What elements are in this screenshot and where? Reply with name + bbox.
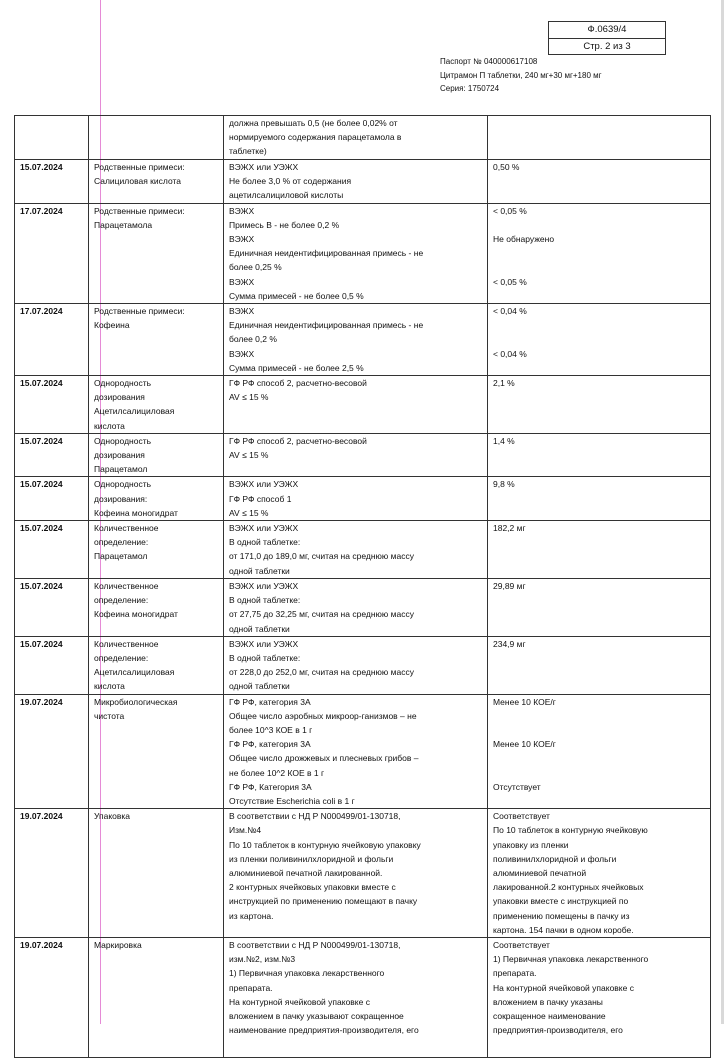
test-results-table [14, 115, 711, 1058]
test-name-cell-text: Родственные примеси: Салициловая кислота [94, 162, 185, 187]
date-cell-text: 15.07.2024 [20, 479, 63, 490]
result-cell-text: 182,2 мг [493, 523, 526, 534]
test-name-cell [89, 521, 224, 579]
specification-cell-text: ГФ РФ способ 2, расчетно-весовой AV ≤ 15 % [229, 435, 367, 461]
date-cell [15, 203, 89, 303]
table-row [15, 376, 711, 434]
test-name-cell-text: Однородность дозирования: Кофеина моногидрат [94, 479, 178, 518]
page-number: Стр. 2 из 3 [583, 41, 631, 52]
result-cell-text: 9,8 % [493, 479, 515, 490]
test-name-cell [89, 694, 224, 809]
date-cell [15, 937, 89, 1057]
date-cell [15, 809, 89, 938]
table-row [15, 203, 711, 303]
table-row [15, 304, 711, 376]
test-name-cell-text: Количественное определение: Кофеина моногидрат [94, 580, 178, 620]
result-cell-text: < 0,04 % < 0,04 % [493, 306, 527, 359]
date-cell-text: 15.07.2024 [20, 435, 63, 446]
table-row [15, 694, 711, 809]
specification-cell [224, 937, 488, 1057]
result-cell [488, 477, 711, 521]
test-name-cell [89, 937, 224, 1057]
test-name-cell-text: Количественное определение: Ацетилсалициловая кислота [94, 638, 175, 692]
test-name-cell-text: Родственные примеси: Парацетамола [94, 205, 185, 230]
batch-number: Серия: 1750724 [440, 84, 500, 93]
test-name-cell [89, 160, 224, 204]
specification-cell [224, 160, 488, 204]
passport-info [440, 55, 602, 96]
table-row [15, 578, 711, 636]
result-cell-text: 2,1 % [493, 378, 515, 389]
specification-cell [224, 809, 488, 938]
table-body [15, 116, 711, 1058]
result-cell [488, 116, 711, 160]
table-row [15, 116, 711, 160]
result-cell [488, 578, 711, 636]
date-cell-text: 19.07.2024 [20, 696, 63, 707]
test-name-cell-text: Микробиологическая чистота [94, 696, 178, 721]
specification-cell [224, 694, 488, 809]
date-cell-text: 15.07.2024 [20, 378, 63, 389]
specification-cell-text: ВЭЖХ или УЭЖХ В одной таблетке: от 27,75 до 32,25 мг, считая на среднюю массу одной таблетки [229, 580, 414, 634]
test-name-cell [89, 809, 224, 938]
table-row [15, 809, 711, 938]
test-name-cell [89, 304, 224, 376]
result-cell-text: Менее 10 КОЕ/г Менее 10 КОЕ/г Отсутствует [493, 696, 556, 792]
specification-cell [224, 203, 488, 303]
table-row [15, 937, 711, 1057]
test-name-cell [89, 636, 224, 694]
specification-cell-text: должна превышать 0,5 (не более 0,02% от нормируемого содержания парацетамола в таблетке) [229, 118, 402, 157]
passport-number: Паспорт № 040000617108 [440, 57, 538, 66]
table-row [15, 477, 711, 521]
specification-cell-text: ГФ РФ способ 2, расчетно-весовой AV ≤ 15 % [229, 378, 367, 403]
test-name-cell-text: Родственные примеси: Кофеина [94, 306, 185, 331]
result-cell-text: Соответствует 1) Первичная упаковка лекарственного препарата. На контурной ячейковой упаковке с вложением в пачку указаны сокращенное наименование предприятия-производителя, его [493, 939, 649, 1036]
specification-cell [224, 304, 488, 376]
date-cell [15, 433, 89, 477]
test-name-cell [89, 433, 224, 477]
table-row [15, 636, 711, 694]
date-cell [15, 521, 89, 579]
specification-cell [224, 477, 488, 521]
specification-cell [224, 636, 488, 694]
result-cell [488, 937, 711, 1057]
specification-cell-text: ВЭЖХ Единичная неидентифицированная примесь - не более 0,2 % ВЭЖХ Сумма примесей - не более 2,5 % [229, 306, 424, 373]
result-cell [488, 521, 711, 579]
result-cell-text: Соответствует По 10 таблеток в контурную ячейковую упаковку из пленки поливинилхлоридной и фольги алюминиевой печатной лакированной.2 контурных ячейковых упаковки вместе с инструкцией по применению помещены в пачку из картона. 154 пачки в одном коробе. [493, 811, 648, 935]
specification-cell [224, 116, 488, 160]
result-cell-text: < 0,05 % Не обнаружено < 0,05 % [493, 205, 555, 287]
date-cell [15, 694, 89, 809]
specification-cell-text: В соответствии с НД Р N000499/01-130718, изм.№2, изм.№3 1) Первичная упаковка лекарственного препарата. На контурной ячейковой упаковке с вложением в пачку указывают сокращенное наименование предприятия-производителя, его [229, 939, 419, 1036]
specification-cell [224, 433, 488, 477]
date-cell-text: 15.07.2024 [20, 162, 63, 172]
specification-cell-text: ГФ РФ, категория 3А Общее число аэробных микроор-ганизмов – не более 10^3 КОЕ в 1 г ГФ РФ, категория 3А Общее число дрожжевых и плесневых грибов – не более 10^2 КОЕ в 1 г ГФ РФ, Категория 3А Отсутствие Escherichia coli в 1 г [229, 696, 419, 806]
date-cell-text: 17.07.2024 [20, 306, 63, 317]
result-cell-text: 0,50 % [493, 162, 520, 172]
specification-cell-text: ВЭЖХ или УЭЖХ В одной таблетке: от 228,0 до 252,0 мг, считая на среднюю массу одной таблетки [229, 638, 414, 692]
table-row [15, 160, 711, 204]
specification-cell-text: ВЭЖХ Примесь В - не более 0,2 % ВЭЖХ Единичная неидентифицированная примесь - не более 0,25 % ВЭЖХ Сумма примесей - не более 0,5 % [229, 205, 424, 301]
result-cell [488, 694, 711, 809]
date-cell [15, 376, 89, 434]
test-name-cell [89, 203, 224, 303]
result-cell [488, 433, 711, 477]
product-name: Цитрамон П таблетки, 240 мг+30 мг+180 мг [440, 70, 602, 80]
form-code: Ф.0639/4 [549, 22, 665, 39]
date-cell [15, 477, 89, 521]
date-cell-text: 15.07.2024 [20, 638, 63, 649]
date-cell [15, 304, 89, 376]
date-cell-text: 15.07.2024 [20, 580, 63, 591]
result-cell-text: 234,9 мг [493, 638, 526, 649]
specification-cell [224, 578, 488, 636]
test-name-cell-text: Однородность дозирования Ацетилсалициловая кислота [94, 378, 175, 431]
test-name-cell [89, 477, 224, 521]
specification-cell-text: ВЭЖХ или УЭЖХ ГФ РФ способ 1 AV ≤ 15 % [229, 479, 299, 518]
test-name-cell-text: Маркировка [94, 939, 142, 950]
test-name-cell [89, 578, 224, 636]
date-cell-text: 19.07.2024 [20, 811, 63, 822]
date-cell-text: 19.07.2024 [20, 939, 63, 950]
result-cell [488, 809, 711, 938]
date-cell [15, 116, 89, 160]
result-cell [488, 160, 711, 204]
form-code-box [548, 21, 666, 55]
result-cell-text: 1,4 % [493, 435, 515, 446]
result-cell [488, 376, 711, 434]
date-cell-text: 15.07.2024 [20, 523, 63, 534]
test-name-cell [89, 116, 224, 160]
result-cell [488, 203, 711, 303]
date-cell [15, 160, 89, 204]
table-row [15, 433, 711, 477]
test-name-cell-text: Количественное определение: Парацетамол [94, 523, 159, 562]
specification-cell-text: ВЭЖХ или УЭЖХ Не более 3,0 % от содержания ацетилсалициловой кислоты [229, 162, 352, 201]
result-cell [488, 304, 711, 376]
date-cell [15, 578, 89, 636]
table-row [15, 521, 711, 579]
result-cell-text: 29,89 мг [493, 580, 526, 591]
date-cell-text: 17.07.2024 [20, 205, 63, 216]
specification-cell-text: В соответствии с НД Р N000499/01-130718, Изм.№4 По 10 таблеток в контурную ячейковую упаковку из пленки поливинилхлоридной и фольги алюминиевой печатной лакированной. 2 контурных ячейковых упаковки вместе с инструкцией по применению помещают в пачку из картона. [229, 811, 421, 921]
specification-cell [224, 376, 488, 434]
date-cell [15, 636, 89, 694]
result-cell [488, 636, 711, 694]
test-name-cell-text: Упаковка [94, 811, 131, 822]
test-name-cell [89, 376, 224, 434]
specification-cell-text: ВЭЖХ или УЭЖХ В одной таблетке: от 171,0 до 189,0 мг, считая на среднюю массу одной таблетки [229, 523, 414, 576]
specification-cell [224, 521, 488, 579]
test-name-cell-text: Однородность дозирования Парацетамол [94, 435, 152, 475]
